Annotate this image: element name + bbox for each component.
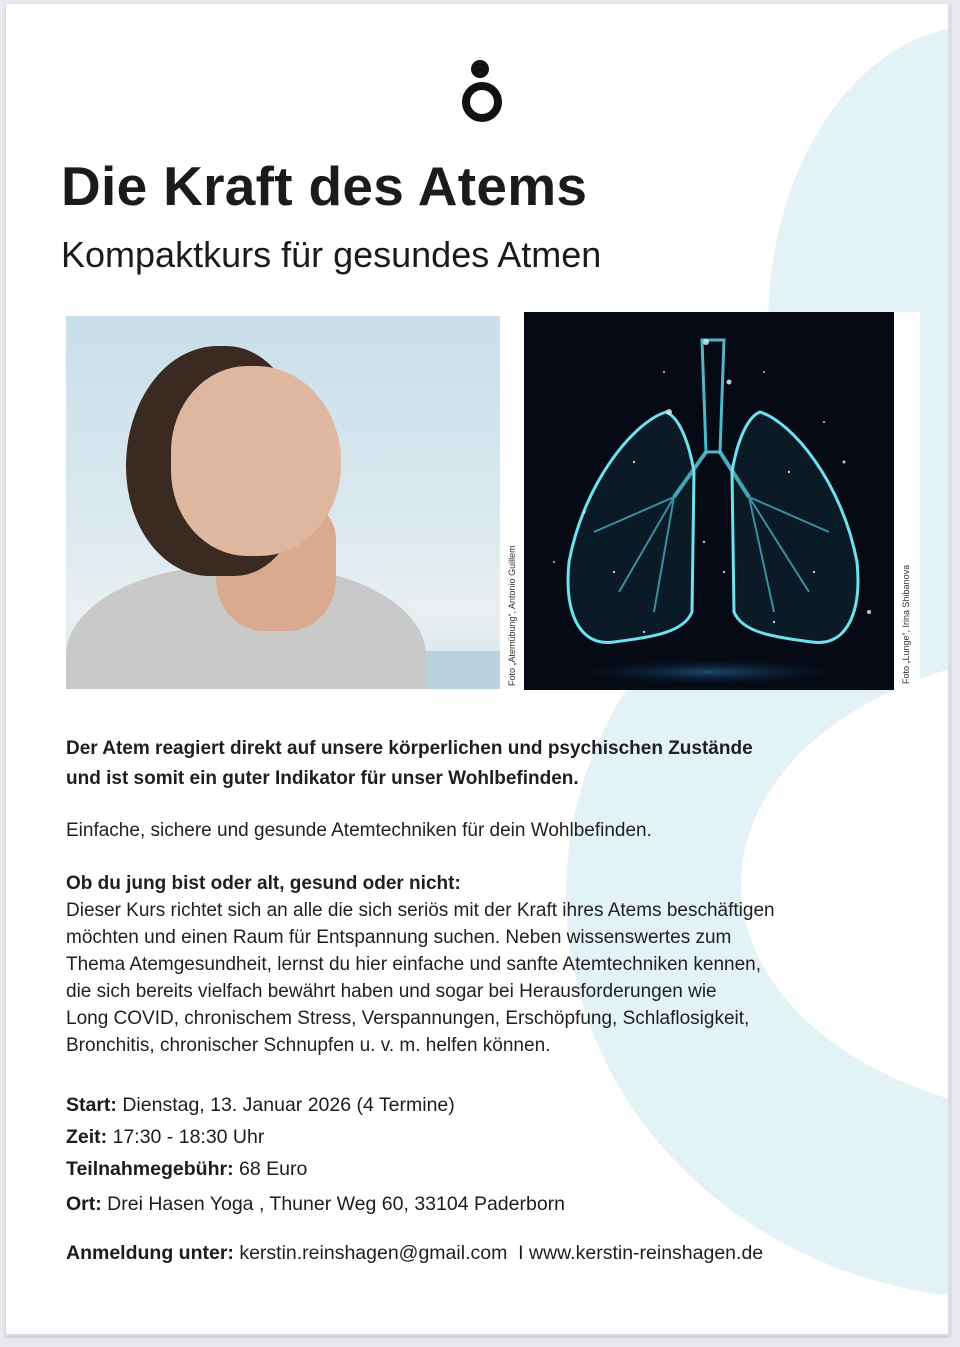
body-line: die sich bereits vielfach bewährt haben und sogar bei Herausforderungen wie <box>66 981 717 1002</box>
photo-credit-strip <box>894 312 920 690</box>
page-subtitle: Kompaktkurs für gesundes Atmen <box>61 234 602 275</box>
tagline: Einfache, sichere und gesunde Atemtechniken für dein Wohlbefinden. <box>66 820 652 841</box>
body-line: Dieser Kurs richtet sich an alle die sich seriös mit der Kraft ihres Atems beschäftigen <box>66 900 775 921</box>
intro-statement <box>66 734 866 794</box>
registration-line <box>66 1242 763 1265</box>
photo-credit-man: Foto „Atemübung“, Antonio Guillem <box>507 545 517 686</box>
detail-value: 17:30 - 18:30 Uhr <box>112 1126 265 1148</box>
body-heading: Ob du jung bist oder alt, gesund oder nicht: <box>66 873 461 894</box>
detail-label: Start: <box>66 1094 117 1116</box>
detail-time <box>66 1126 264 1149</box>
body-line: Thema Atemgesundheit, lernst du hier einfache und sanfte Atemtechniken kennen, <box>66 954 762 975</box>
separator: I <box>518 1242 524 1264</box>
body-line: möchten und einen Raum für Entspannung suchen. Neben wissenswertes zum <box>66 927 732 948</box>
detail-value: 68 Euro <box>239 1158 308 1180</box>
body-paragraph <box>66 897 906 1059</box>
photo-face <box>171 366 341 556</box>
email-link[interactable]: kerstin.reinshagen@gmail.com <box>239 1242 508 1264</box>
detail-fee <box>66 1158 307 1181</box>
logo-body-ring <box>462 82 502 122</box>
detail-location <box>66 1193 565 1216</box>
photo-credit-strip <box>500 316 526 689</box>
logo-head-dot <box>471 60 489 78</box>
detail-value: Dienstag, 13. Januar 2026 (4 Termine) <box>122 1094 455 1116</box>
intro-line: und ist somit ein guter Indikator für unser Wohlbefinden. <box>66 768 579 789</box>
detail-start <box>66 1094 455 1117</box>
page-title: Die Kraft des Atems <box>61 155 588 217</box>
man-breathing-photo <box>66 316 502 689</box>
registration-label: Anmeldung unter: <box>66 1242 234 1264</box>
body-line: Long COVID, chronischem Stress, Verspannungen, Erschöpfung, Schlaflosigkeit, <box>66 1008 750 1029</box>
flyer-page <box>6 4 950 1336</box>
detail-label: Zeit: <box>66 1126 108 1148</box>
person-figure-logo-icon <box>459 56 499 126</box>
detail-label: Teilnahmegebühr: <box>66 1158 234 1180</box>
lung-glow-icon <box>524 312 894 690</box>
photo-credit-lung: Foto „Lunge“, Irina Shibanova <box>901 564 911 684</box>
detail-value: Drei Hasen Yoga , Thuner Weg 60, 33104 Paderborn <box>107 1193 566 1215</box>
lung-illustration <box>524 312 894 690</box>
body-line: Bronchitis, chronischer Schnupfen u. v. m. helfen können. <box>66 1035 551 1056</box>
intro-line: Der Atem reagiert direkt auf unsere körperlichen und psychischen Zustände <box>66 738 753 759</box>
website-link[interactable]: www.kerstin-reinshagen.de <box>529 1242 764 1264</box>
detail-label: Ort: <box>66 1193 102 1215</box>
